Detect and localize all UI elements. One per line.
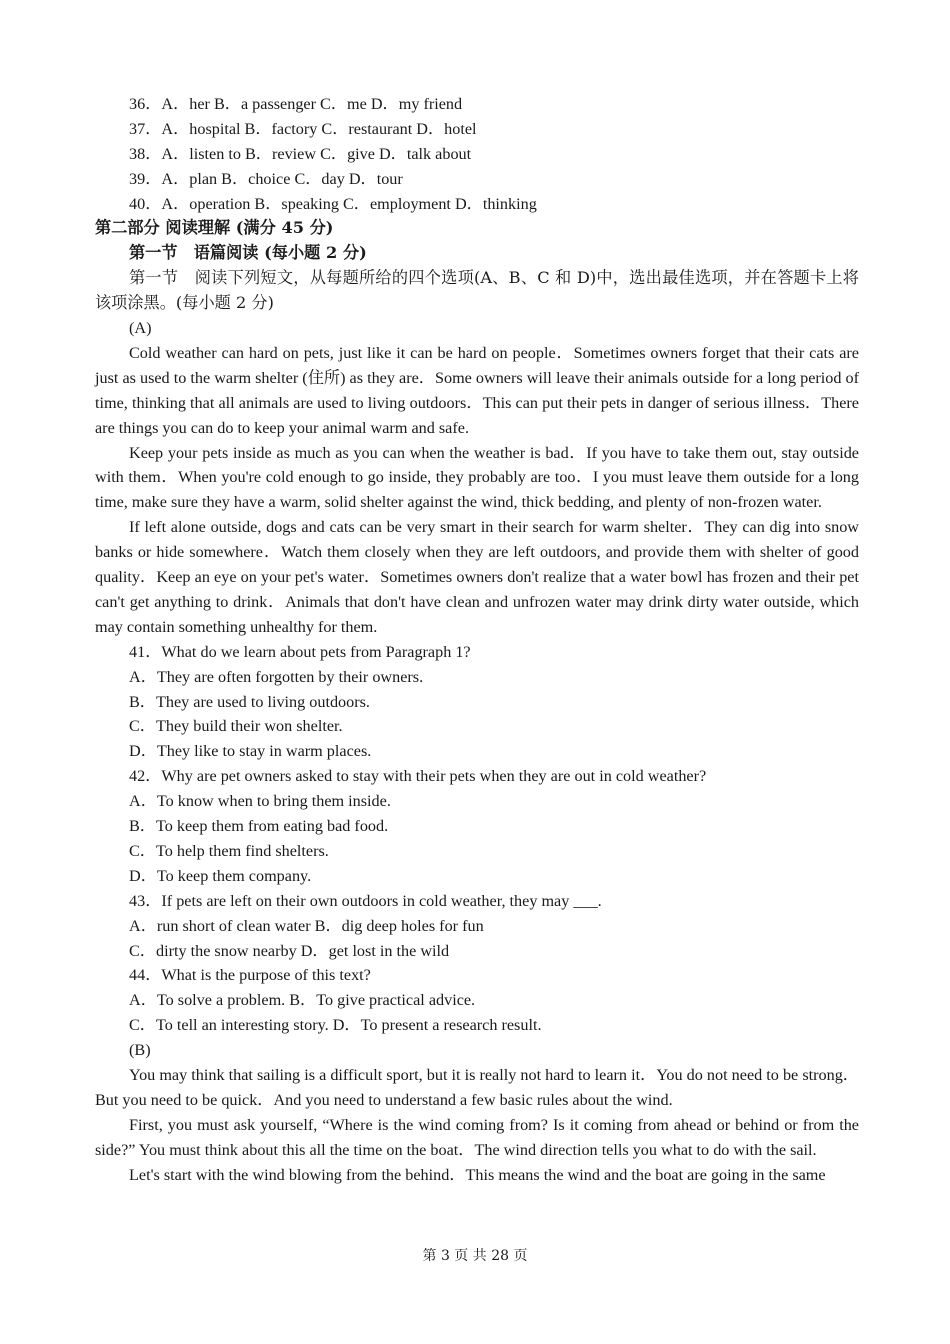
passage-b-paragraph-1: You may think that sailing is a difficult sport, but it is really not hard to learn it．You do not need to be strong．But you need to be quick．And you need to understand a few basic rules about the wind. (95, 1065, 859, 1109)
question-41-option-b: B．They are used to living outdoors. (129, 692, 370, 711)
exam-page (95, 92, 859, 1187)
section-one-instruction: 第一节 阅读下列短文，从每题所给的四个选项(A、B、C 和 D)中，选出最佳选项，并在答题卡上将该项涂黑。(每小题 2 分) (95, 268, 859, 313)
passage-a-paragraph-2: Keep your pets inside as much as you can when the weather is bad．If you have to take them out, stay outside with them．When you're cold enough to go inside, they probably are too．I you must leave them outside for a long time, make sure they have a warm, solid shelter against the wind, thick bedding, and plenty of non-frozen water. (95, 443, 859, 512)
question-44-options-cd: C．To tell an interesting story. D．To present a research result. (129, 1016, 542, 1035)
question-43-stem: 43．If pets are left on their own outdoors in cold weather, they may ___. (129, 891, 602, 910)
cloze-option-39: 39．A．plan B．choice C．day D．tour (129, 169, 403, 188)
question-44-stem: 44．What is the purpose of this text? (129, 966, 371, 985)
passage-a-paragraph-3: If left alone outside, dogs and cats can be very smart in their search for warm shelter．They can dig into snow banks or hide somewhere．Watch them closely when they are left outdoors, and provide them with shelter of good quality．Keep an eye on your pet's water．Sometimes owners don't realize that a water bowl has frozen and their pet can't get anything to drink．Animals that don't have clean and unfrozen water may drink dirty water outside, which may contain something unhealthy for them. (95, 518, 859, 636)
question-44-options-ab: A．To solve a problem. B．To give practical advice. (129, 991, 476, 1010)
question-41-option-a: A．They are often forgotten by their owners. (129, 667, 424, 686)
question-42-option-a: A．To know when to bring them inside. (129, 792, 391, 811)
passage-b-label: (B) (129, 1041, 151, 1060)
cloze-option-40: 40．A．operation B．speaking C．employment D．thinking (129, 194, 537, 213)
question-42-stem: 42．Why are pet owners asked to stay with their pets when they are out in cold weather? (129, 767, 707, 786)
passage-b-paragraph-2: First, you must ask yourself, “Where is the wind coming from? Is it coming from ahead or behind or from the side?” You must think about this all the time on the boat．The wind direction tells you what to do with the sail. (95, 1115, 859, 1159)
part-two-heading: 第二部分 阅读理解 (满分 45 分) (95, 218, 334, 238)
cloze-option-37: 37．A．hospital B．factory C．restaurant D．hotel (129, 119, 477, 138)
page-footer: 第 3 页 共 28 页 (422, 1248, 528, 1264)
question-43-options-ab: A．run short of clean water B．dig deep holes for fun (129, 916, 484, 935)
passage-a-label: (A) (129, 319, 152, 338)
question-41-stem: 41．What do we learn about pets from Paragraph 1? (129, 642, 471, 661)
question-41-option-c: C．They build their won shelter. (129, 717, 343, 736)
passage-b-paragraph-3: Let's start with the wind blowing from the behind．This means the wind and the boat are going in the same (129, 1165, 826, 1184)
cloze-option-36: 36．A．her B．a passenger C．me D．my friend (129, 95, 463, 113)
question-42-option-d: D．To keep them company. (129, 866, 312, 885)
section-one-heading: 第一节 语篇阅读 (每小题 2 分) (129, 243, 367, 263)
question-41-option-d: D．They like to stay in warm places. (129, 742, 372, 761)
question-43-options-cd: C．dirty the snow nearby D．get lost in the wild (129, 941, 450, 960)
cloze-option-38: 38．A．listen to B．review C．give D．talk about (129, 144, 472, 163)
question-42-option-b: B．To keep them from eating bad food. (129, 817, 389, 836)
passage-a-paragraph-1: Cold weather can hard on pets, just like it can be hard on people．Sometimes owners forget that their cats are just as used to the warm shelter (住所) as they are．Some owners will leave their animals outside for a long period of time, thinking that all animals are used to living outdoors．This can put their pets in danger of serious illness．There are things you can do to keep your animal warm and safe. (95, 343, 859, 437)
question-42-option-c: C．To help them find shelters. (129, 841, 329, 860)
